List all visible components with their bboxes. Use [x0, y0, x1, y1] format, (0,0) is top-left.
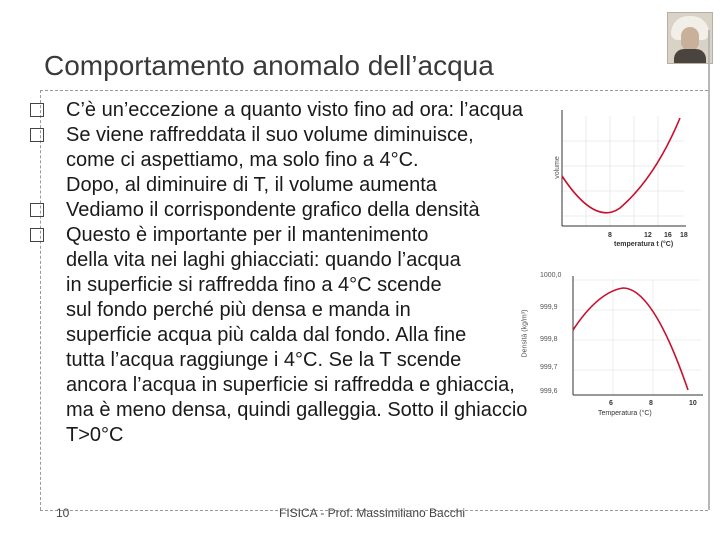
density-tick-10: 10	[689, 400, 697, 407]
bullet-1	[28, 98, 678, 123]
density-y-tick-4: 999,6	[540, 388, 558, 395]
bullet-list	[28, 98, 678, 448]
volume-tick-12: 12	[644, 232, 652, 239]
density-tick-8: 8	[649, 400, 653, 407]
page-number: 10	[56, 506, 70, 520]
density-y-tick-3: 999,7	[540, 364, 558, 371]
volume-x-label: temperatura t (°C)	[614, 241, 674, 248]
bullet-box-icon	[30, 228, 44, 242]
title-divider	[40, 90, 708, 91]
volume-tick-16: 16	[664, 232, 672, 239]
bullet-line: ancora l’acqua in superficie si raffredda e ghiaccia,	[66, 374, 515, 396]
bullet-box-icon	[30, 128, 44, 142]
density-y-tick-2: 999,8	[540, 336, 558, 343]
bullet-line: Questo è importante per il mantenimento	[66, 224, 429, 246]
bullet-line: superficie acqua più calda dal fondo. Alla fine	[66, 324, 467, 346]
bullet-line: tutta l’acqua raggiunge i 4°C. Se la T scende	[66, 349, 462, 371]
bullet-line: sul fondo perché più densa e manda in	[66, 299, 411, 321]
right-accent-bar	[708, 30, 710, 510]
density-y-tick-1: 999,9	[540, 304, 558, 311]
bullet-line: come ci aspettiamo, ma solo fino a 4°C.	[66, 149, 419, 171]
density-y-tick-0: 1000,0	[540, 272, 562, 279]
bullet-line: in superficie si raffredda fino a 4°C scende	[66, 274, 442, 296]
bullet-line: Dopo, al diminuire di T, il volume aumenta	[66, 174, 437, 196]
bullet-4	[28, 223, 678, 448]
volume-y-label: volume	[553, 156, 561, 179]
density-y-label: Densità (kg/m³)	[521, 309, 529, 358]
bullet-box-icon	[30, 103, 44, 117]
bullet-line: T>0°C	[66, 424, 124, 446]
footer-credit: FISICA - Prof. Massimiliano Bacchi	[279, 506, 466, 520]
bullet-line: Se viene raffreddata il suo volume diminuisce,	[66, 124, 474, 146]
bullet-line: C’è un’eccezione a quanto visto fino ad ora: l’acqua	[66, 99, 523, 121]
bullet-line: ma è meno densa, quindi galleggia. Sotto il ghiaccio	[66, 399, 528, 421]
density-x-label: Temperatura (°C)	[598, 410, 652, 417]
bullet-line: Vediamo il corrispondente grafico della densità	[66, 199, 480, 221]
bullet-3	[28, 198, 678, 223]
bullet-2	[28, 123, 678, 198]
bullet-line: della vita nei laghi ghiacciati: quando l’acqua	[66, 249, 461, 271]
portrait-photo	[667, 12, 713, 64]
volume-tick-8: 8	[608, 232, 612, 239]
volume-tick-18: 18	[680, 232, 688, 239]
slide-title: Comportamento anomalo dell’acqua	[44, 50, 494, 81]
density-tick-6: 6	[609, 400, 613, 407]
bullet-box-icon	[30, 203, 44, 217]
